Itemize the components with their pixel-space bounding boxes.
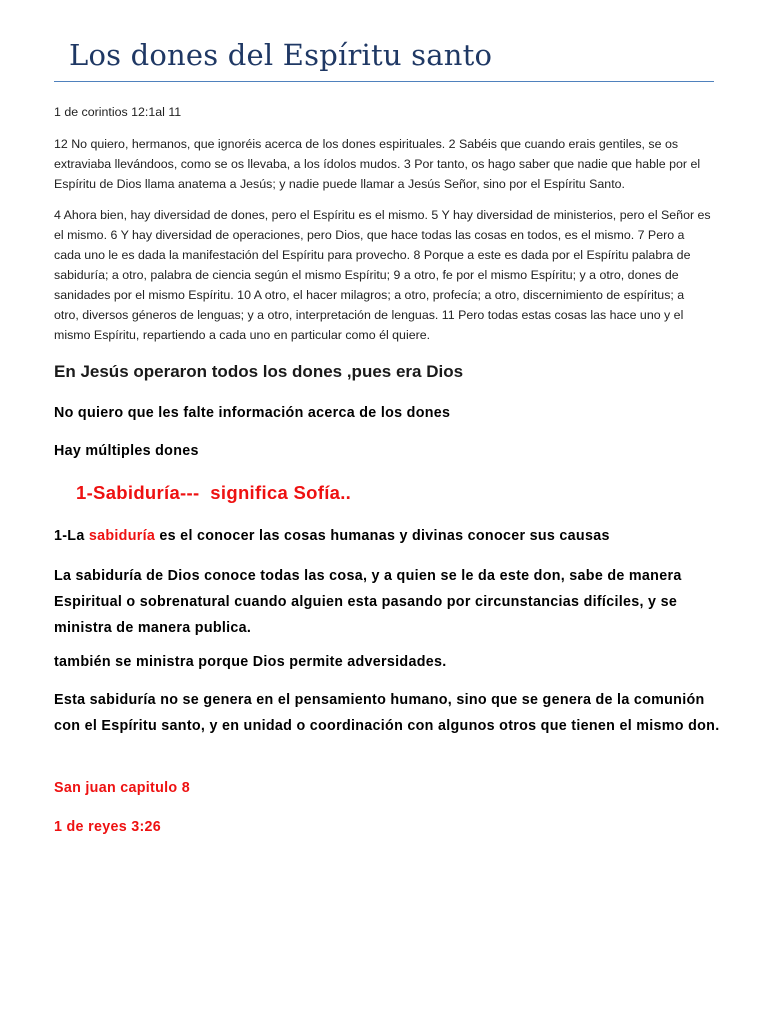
reference-reyes: 1 de reyes 3:26: [54, 819, 162, 835]
section-heading-sabiduria: 1-Sabiduría--- significa Sofía..: [76, 482, 352, 503]
definition-prefix: 1-La: [54, 528, 89, 544]
definition-rest: es el conocer las cosas humanas y divinas conocer sus causas: [155, 528, 610, 544]
paragraph-wisdom-of-god: La sabiduría de Dios conoce todas las cosa, y a quien se le da este don, sabe de manera Espiritual o sobrenatural cuando alguien esta pasando por circunstancias difíciles, y se ministra de manera publica.: [54, 568, 682, 636]
paragraph-adversity: también se ministra porque Dios permite adversidades.: [54, 654, 447, 670]
definition-highlight-word: sabiduría: [88, 528, 156, 544]
scripture-paragraph-2: 4 Ahora bien, hay diversidad de dones, pero el Espíritu es el mismo. 5 Y hay diversidad de ministerios, pero el Señor es el mismo. 6 Y hay diversidad de operaciones, pero Dios, que hace todas las cosas en todos, es el mismo. 7 Pero a cada uno le es dada la manifestación del Espíritu para provecho. 8 Porque a este es dada por el Espíritu palabra de sabiduría; a otro, palabra de ciencia según el mismo Espíritu; 9 a otro, fe por el mismo Espíritu; y a otro, dones de sanidades por el mismo Espíritu. 10 A otro, el hacer milagros; a otro, profecía; a otro, discernimiento de espíritus; a otro, diversos géneros de lenguas; y a otro, interpretación de lenguas. 11 Pero todas estas cosas las hace uno y el mismo Espíritu, repartiendo a cada uno en particular como él quiere.: [54, 208, 711, 342]
document-title: Los dones del Espíritu santo: [69, 38, 493, 72]
definition-line: [54, 528, 724, 544]
title-underline: [54, 81, 714, 82]
paragraph-communion: Esta sabiduría no se genera en el pensamiento humano, sino que se genera de la comunión con el Espíritu santo, y en unidad o coordinación con algunos otros que tienen el mismo don.: [54, 692, 720, 734]
scripture-paragraph-1: 12 No quiero, hermanos, que ignoréis acerca de los dones espirituales. 2 Sabéis que cuando erais gentiles, se os extraviaba llevándoos, como se os llevaba, a los ídolos mudos. 3 Por tanto, os hago saber que nadie que hable por el Espíritu de Dios llama anatema a Jesús; y nadie puede llamar a Jesús Señor, sino por el Espíritu Santo.: [54, 137, 701, 191]
line-information: No quiero que les falte información acerca de los dones: [54, 405, 451, 421]
subheading-jesus: En Jesús operaron todos los dones ,pues era Dios: [54, 362, 464, 381]
scripture-reference: 1 de corintios 12:1al 11: [54, 105, 182, 119]
line-multiple-gifts: Hay múltiples dones: [54, 443, 199, 459]
reference-san-juan: San juan capitulo 8: [54, 780, 190, 796]
